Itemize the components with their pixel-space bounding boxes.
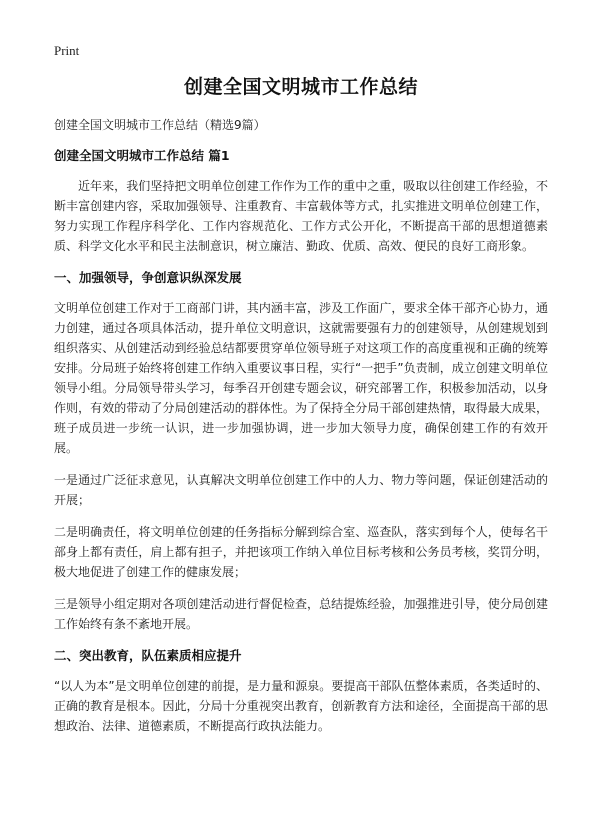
- heading-education: 二、突出教育，队伍素质相应提升: [54, 648, 242, 663]
- page-title: 创建全国文明城市工作总结: [183, 76, 418, 98]
- paragraph-education: “以人为本”是文明单位创建的前提，是力量和源泉。要提高干部队伍整体素质，各类适时的、正确的教育是根本。因此，分局十分重视突出教育，创新教育方法和途径，全面提高干部的思想政治、法律、道德素质，不断提高行政执法能力。: [54, 679, 548, 733]
- document-subtitle: 创建全国文明城市工作总结（精选9篇）: [54, 118, 266, 132]
- intro-paragraph: 近年来，我们坚持把文明单位创建工作作为工作的重中之重，吸取以往创建工作经验，不断丰富创建内容，采取加强领导、注重教育、丰富载体等方式，扎实推进文明单位创建工作，努力实现工作程序科学化、工作内容规范化、工作方式公开化，不断提高干部的思想道德素质、科学文化水平和民主法制意识，树立廉洁、勤政、优质、高效、便民的良好工商形象。: [54, 179, 548, 253]
- section-title: 创建全国文明城市工作总结 篇1: [54, 148, 230, 163]
- paragraph-leadership: 文明单位创建工作对于工商部门讲，其内涵丰富，涉及工作面广，要求全体干部齐心协力，通力创建，通过各项具体活动，提升单位文明意识，这就需要强有力的创建领导，从创建规划到组织落实、从创建活动到经验总结都要贯穿单位领导班子对这项工作的高度重视和正确的统筹安排。分局班子始终将创建工作纳入重要议事日程，实行“一把手”负责制，成立创建文明单位领导小组。分局领导带头学习，每季召开创建专题会议，研究部署工作，积极参加活动，以身作则，有效的带动了分局创建活动的群体性。为了保持全分局干部创建热情，取得最大成果，班子成员进一步统一认识，进一步加强协调，进一步加大领导力度，确保创建工作的有效开展。: [54, 301, 548, 455]
- print-label[interactable]: Print: [54, 43, 80, 58]
- paragraph-point-two: 二是明确责任，将文明单位创建的任务指标分解到综合室、巡查队，落实到每个人，使每名干部身上都有责任，肩上都有担子，并把该项工作纳入单位目标考核和公务员考核，奖罚分明，极大地促进了创建工作的健康发展；: [54, 525, 548, 579]
- paragraph-point-three: 三是领导小组定期对各项创建活动进行督促检查，总结提炼经验，加强推进引导，使分局创建工作始终有条不紊地开展。: [54, 597, 548, 631]
- heading-leadership: 一、加强领导，争创意识纵深发展: [54, 270, 242, 285]
- paragraph-point-one: 一是通过广泛征求意见，认真解决文明单位创建工作中的人力、物力等问题，保证创建活动的开展；: [54, 473, 548, 507]
